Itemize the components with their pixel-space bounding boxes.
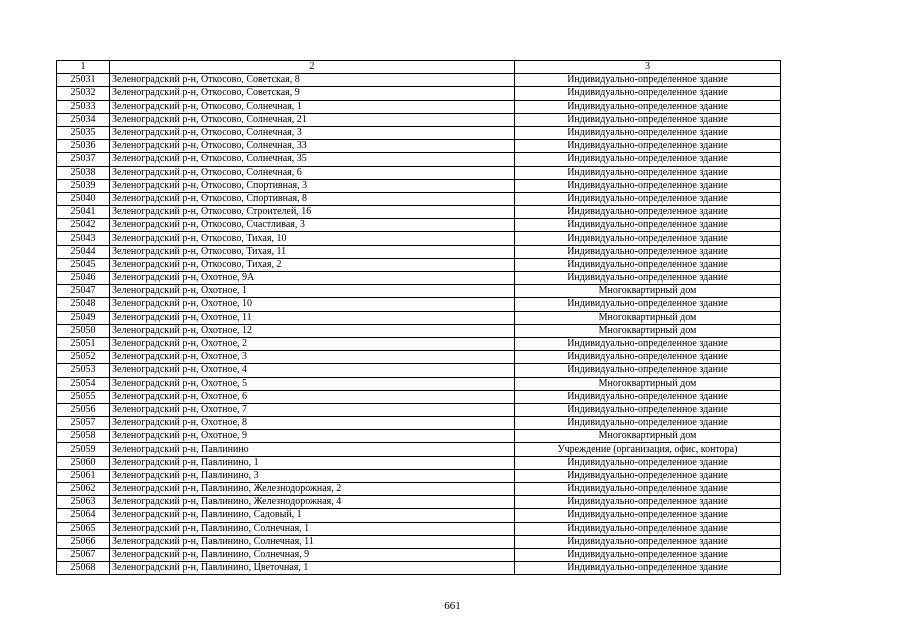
table-row [57, 548, 781, 561]
table-row [57, 535, 781, 548]
table-row [57, 562, 781, 575]
table-row [57, 192, 781, 205]
row-id-cell: 25033 [57, 100, 110, 113]
row-id-cell: 25057 [57, 417, 110, 430]
page-number: 661 [444, 600, 461, 612]
table-row [57, 337, 781, 350]
row-address-cell: Зеленоградский р-н, Охотное, 7 [110, 403, 515, 416]
row-type-cell: Индивидуально-определенное здание [515, 272, 781, 285]
row-type-cell: Индивидуально-определенное здание [515, 113, 781, 126]
row-id-cell: 25041 [57, 206, 110, 219]
row-id-cell: 25037 [57, 153, 110, 166]
table-row [57, 443, 781, 456]
row-type-cell: Многоквартирный дом [515, 311, 781, 324]
row-type-cell: Индивидуально-определенное здание [515, 509, 781, 522]
table-row [57, 258, 781, 271]
row-type-cell: Индивидуально-определенное здание [515, 126, 781, 139]
row-address-cell: Зеленоградский р-н, Охотное, 12 [110, 324, 515, 337]
row-address-cell: Зеленоградский р-н, Откосово, Спортивная, 8 [110, 192, 515, 205]
row-type-cell: Индивидуально-определенное здание [515, 522, 781, 535]
row-type-cell: Учреждение (организация, офис, контора) [515, 443, 781, 456]
row-id-cell: 25031 [57, 74, 110, 87]
table-row [57, 403, 781, 416]
row-id-cell: 25047 [57, 285, 110, 298]
row-id-cell: 25036 [57, 140, 110, 153]
column-header-1: 1 [57, 61, 110, 74]
row-id-cell: 25032 [57, 87, 110, 100]
table-row [57, 390, 781, 403]
column-header-2: 2 [110, 61, 515, 74]
row-id-cell: 25051 [57, 337, 110, 350]
row-address-cell: Зеленоградский р-н, Откосово, Солнечная, 3 [110, 126, 515, 139]
row-address-cell: Зеленоградский р-н, Откосово, Счастливая, 3 [110, 219, 515, 232]
row-type-cell: Индивидуально-определенное здание [515, 298, 781, 311]
row-type-cell: Индивидуально-определенное здание [515, 469, 781, 482]
row-id-cell: 25046 [57, 272, 110, 285]
row-id-cell: 25038 [57, 166, 110, 179]
table-row [57, 364, 781, 377]
row-id-cell: 25034 [57, 113, 110, 126]
table-row [57, 285, 781, 298]
row-address-cell: Зеленоградский р-н, Откосово, Строителей, 16 [110, 206, 515, 219]
row-address-cell: Зеленоградский р-н, Откосово, Тихая, 2 [110, 258, 515, 271]
table-row [57, 496, 781, 509]
row-address-cell: Зеленоградский р-н, Павлинино, 1 [110, 456, 515, 469]
row-id-cell: 25064 [57, 509, 110, 522]
row-type-cell: Индивидуально-определенное здание [515, 496, 781, 509]
row-type-cell: Индивидуально-определенное здание [515, 535, 781, 548]
row-address-cell: Зеленоградский р-н, Павлинино, Садовый, 1 [110, 509, 515, 522]
row-id-cell: 25050 [57, 324, 110, 337]
row-address-cell: Зеленоградский р-н, Павлинино, Цветочная, 1 [110, 562, 515, 575]
row-type-cell: Индивидуально-определенное здание [515, 74, 781, 87]
table-row [57, 219, 781, 232]
row-address-cell: Зеленоградский р-н, Откосово, Советская, 9 [110, 87, 515, 100]
row-address-cell: Зеленоградский р-н, Откосово, Советская, 8 [110, 74, 515, 87]
row-address-cell: Зеленоградский р-н, Охотное, 1 [110, 285, 515, 298]
table-row [57, 232, 781, 245]
row-id-cell: 25044 [57, 245, 110, 258]
table-row [57, 311, 781, 324]
row-address-cell: Зеленоградский р-н, Откосово, Тихая, 10 [110, 232, 515, 245]
table-row [57, 430, 781, 443]
row-address-cell: Зеленоградский р-н, Откосово, Солнечная, 1 [110, 100, 515, 113]
row-id-cell: 25068 [57, 562, 110, 575]
row-type-cell: Индивидуально-определенное здание [515, 153, 781, 166]
row-address-cell: Зеленоградский р-н, Откосово, Солнечная, 21 [110, 113, 515, 126]
row-id-cell: 25035 [57, 126, 110, 139]
table-row [57, 100, 781, 113]
row-id-cell: 25056 [57, 403, 110, 416]
row-address-cell: Зеленоградский р-н, Охотное, 9 [110, 430, 515, 443]
row-type-cell: Индивидуально-определенное здание [515, 258, 781, 271]
row-address-cell: Зеленоградский р-н, Откосово, Солнечная, 33 [110, 140, 515, 153]
row-id-cell: 25054 [57, 377, 110, 390]
row-type-cell: Индивидуально-определенное здание [515, 483, 781, 496]
table-row [57, 522, 781, 535]
row-address-cell: Зеленоградский р-н, Охотное, 9А [110, 272, 515, 285]
row-type-cell: Многоквартирный дом [515, 377, 781, 390]
row-id-cell: 25055 [57, 390, 110, 403]
row-address-cell: Зеленоградский р-н, Павлинино, Железнодорожная, 2 [110, 483, 515, 496]
row-type-cell: Многоквартирный дом [515, 285, 781, 298]
row-id-cell: 25045 [57, 258, 110, 271]
row-address-cell: Зеленоградский р-н, Откосово, Спортивная, 3 [110, 179, 515, 192]
row-id-cell: 25059 [57, 443, 110, 456]
table-row [57, 179, 781, 192]
row-type-cell: Индивидуально-определенное здание [515, 364, 781, 377]
row-id-cell: 25062 [57, 483, 110, 496]
table-row [57, 166, 781, 179]
row-id-cell: 25043 [57, 232, 110, 245]
table-row [57, 87, 781, 100]
row-id-cell: 25063 [57, 496, 110, 509]
table-row [57, 74, 781, 87]
row-id-cell: 25042 [57, 219, 110, 232]
table-row [57, 324, 781, 337]
table-row [57, 483, 781, 496]
row-address-cell: Зеленоградский р-н, Откосово, Солнечная, 6 [110, 166, 515, 179]
table-row [57, 469, 781, 482]
row-address-cell: Зеленоградский р-н, Павлинино [110, 443, 515, 456]
row-address-cell: Зеленоградский р-н, Охотное, 11 [110, 311, 515, 324]
row-id-cell: 25061 [57, 469, 110, 482]
row-address-cell: Зеленоградский р-н, Павлинино, Железнодорожная, 4 [110, 496, 515, 509]
row-address-cell: Зеленоградский р-н, Охотное, 3 [110, 351, 515, 364]
row-id-cell: 25066 [57, 535, 110, 548]
row-address-cell: Зеленоградский р-н, Павлинино, Солнечная, 9 [110, 548, 515, 561]
table-row [57, 298, 781, 311]
table-row [57, 417, 781, 430]
row-type-cell: Индивидуально-определенное здание [515, 140, 781, 153]
row-id-cell: 25065 [57, 522, 110, 535]
row-id-cell: 25039 [57, 179, 110, 192]
row-type-cell: Многоквартирный дом [515, 430, 781, 443]
row-address-cell: Зеленоградский р-н, Охотное, 6 [110, 390, 515, 403]
row-type-cell: Индивидуально-определенное здание [515, 100, 781, 113]
row-id-cell: 25053 [57, 364, 110, 377]
table-row [57, 126, 781, 139]
table-row [57, 206, 781, 219]
registry-table [56, 60, 781, 575]
table-row [57, 456, 781, 469]
row-type-cell: Индивидуально-определенное здание [515, 166, 781, 179]
row-type-cell: Индивидуально-определенное здание [515, 219, 781, 232]
row-type-cell: Индивидуально-определенное здание [515, 245, 781, 258]
table-row [57, 509, 781, 522]
table-row [57, 113, 781, 126]
row-type-cell: Индивидуально-определенное здание [515, 192, 781, 205]
row-type-cell: Индивидуально-определенное здание [515, 403, 781, 416]
row-type-cell: Индивидуально-определенное здание [515, 351, 781, 364]
table-row [57, 140, 781, 153]
row-address-cell: Зеленоградский р-н, Охотное, 10 [110, 298, 515, 311]
row-type-cell: Индивидуально-определенное здание [515, 456, 781, 469]
row-type-cell: Индивидуально-определенное здание [515, 179, 781, 192]
row-address-cell: Зеленоградский р-н, Откосово, Тихая, 11 [110, 245, 515, 258]
table-row [57, 245, 781, 258]
row-type-cell: Индивидуально-определенное здание [515, 87, 781, 100]
row-type-cell: Индивидуально-определенное здание [515, 390, 781, 403]
row-address-cell: Зеленоградский р-н, Павлинино, Солнечная, 11 [110, 535, 515, 548]
row-address-cell: Зеленоградский р-н, Павлинино, 3 [110, 469, 515, 482]
row-address-cell: Зеленоградский р-н, Охотное, 5 [110, 377, 515, 390]
row-address-cell: Зеленоградский р-н, Охотное, 2 [110, 337, 515, 350]
row-type-cell: Индивидуально-определенное здание [515, 548, 781, 561]
row-id-cell: 25058 [57, 430, 110, 443]
row-type-cell: Многоквартирный дом [515, 324, 781, 337]
table-header-row [57, 61, 781, 74]
table-row [57, 351, 781, 364]
row-address-cell: Зеленоградский р-н, Откосово, Солнечная, 35 [110, 153, 515, 166]
row-id-cell: 25067 [57, 548, 110, 561]
table-row [57, 153, 781, 166]
row-id-cell: 25040 [57, 192, 110, 205]
row-address-cell: Зеленоградский р-н, Охотное, 8 [110, 417, 515, 430]
column-header-3: 3 [515, 61, 781, 74]
table-row [57, 377, 781, 390]
row-type-cell: Индивидуально-определенное здание [515, 232, 781, 245]
row-id-cell: 25049 [57, 311, 110, 324]
row-address-cell: Зеленоградский р-н, Павлинино, Солнечная, 1 [110, 522, 515, 535]
row-type-cell: Индивидуально-определенное здание [515, 417, 781, 430]
row-type-cell: Индивидуально-определенное здание [515, 206, 781, 219]
row-type-cell: Индивидуально-определенное здание [515, 337, 781, 350]
row-address-cell: Зеленоградский р-н, Охотное, 4 [110, 364, 515, 377]
row-id-cell: 25048 [57, 298, 110, 311]
row-id-cell: 25060 [57, 456, 110, 469]
table-row [57, 272, 781, 285]
table-body [57, 74, 781, 575]
row-type-cell: Индивидуально-определенное здание [515, 562, 781, 575]
row-id-cell: 25052 [57, 351, 110, 364]
